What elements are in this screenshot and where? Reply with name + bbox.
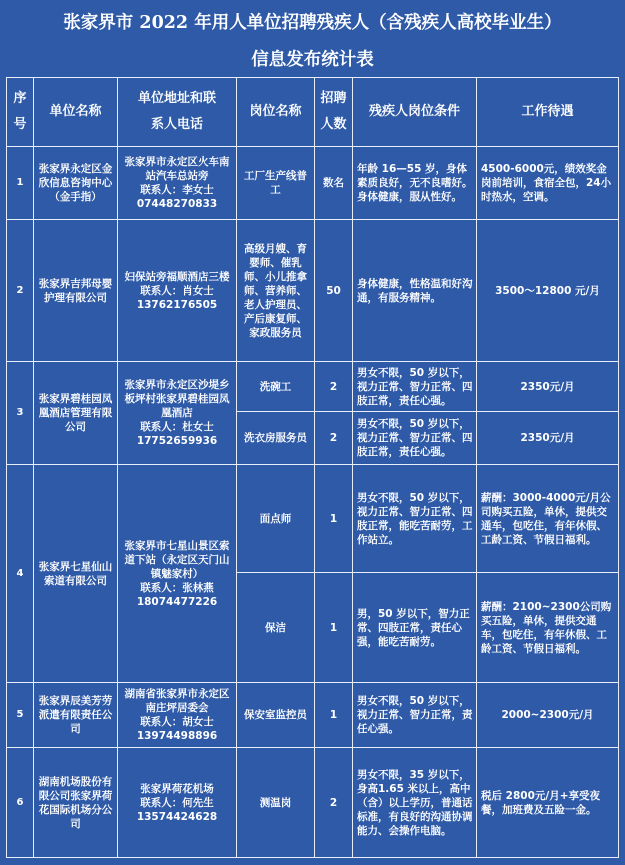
unit-address: 妇保站旁福顺酒店三楼 联系人：肖女士 13762176505	[118, 220, 237, 362]
job-condition: 男女不限，50 岁以下，视力正常、智力正常、四肢正常，责任心强。	[353, 412, 477, 465]
unit-address: 张家界市永定区沙堤乡板坪村张家界碧桂园凤凰酒店 联系人：杜女士 17752659936	[118, 362, 237, 465]
job-condition: 男女不限，50 岁以下，视力正常、智力正常、四肢正常，责任心强。	[353, 362, 477, 412]
table-row	[7, 362, 619, 412]
unit-name: 张家界永定区金欣信息咨询中心（金手指）	[34, 147, 118, 220]
job-salary: 2350元/月	[477, 412, 619, 465]
job-salary: 3500～12800 元/月	[477, 220, 619, 362]
position-title: 测温岗	[237, 748, 315, 858]
header-row	[7, 78, 619, 147]
job-salary: 薪酬：3000-4000元/月公司购买五险，单休，提供交通车，包吃住，有年休假、工龄工资、节假日福利。	[477, 465, 619, 573]
header-address: 单位地址和联 系人电话	[118, 78, 237, 147]
hire-count: 1	[315, 683, 353, 748]
hire-count: 2	[315, 748, 353, 858]
table-row	[7, 748, 619, 858]
job-salary: 税后 2800元/月+享受夜餐，加班费及五险一金。	[477, 748, 619, 858]
row-no: 4	[7, 465, 34, 683]
hire-count: 50	[315, 220, 353, 362]
unit-name: 张家界七星仙山索道有限公司	[34, 465, 118, 683]
job-condition: 男，50 岁以下，智力正常、四肢正常，责任心强，能吃苦耐劳。	[353, 573, 477, 683]
unit-name: 张家界碧桂园凤凰酒店管理有限公司	[34, 362, 118, 465]
job-salary: 4500-6000元，绩效奖金岗前培训，食宿全包，24小时热水，空调。	[477, 147, 619, 220]
position-title: 保安室监控员	[237, 683, 315, 748]
title-line-1: 张家界市 2022 年用人单位招聘残疾人（含残疾人高校毕业生）	[63, 13, 562, 33]
position-title: 高级月嫂、育婴师、催乳师、小儿推拿师、营养师、老人护理员、产后康复师、家政服务员	[237, 220, 315, 362]
unit-name: 张家界吉邦母婴护理有限公司	[34, 220, 118, 362]
header-no: 序 号	[7, 78, 34, 147]
hire-count: 1	[315, 465, 353, 573]
unit-address: 张家界荷花机场 联系人：何先生 13574424628	[118, 748, 237, 858]
recruitment-table	[6, 77, 619, 858]
row-no: 6	[7, 748, 34, 858]
hire-count: 数名	[315, 147, 353, 220]
job-condition: 男女不限，50 岁以下，视力正常、智力正常、四肢正常，能吃苦耐劳，工作站立。	[353, 465, 477, 573]
table-row	[7, 220, 619, 362]
table-row	[7, 683, 619, 748]
job-salary: 2000~2300元/月	[477, 683, 619, 748]
job-salary: 薪酬：2100~2300公司购买五险，单休，提供交通车，包吃住，有年休假、工龄工资、节假日福利。	[477, 573, 619, 683]
title-line-2: 信息发布统计表	[251, 50, 374, 70]
hire-count: 1	[315, 573, 353, 683]
job-salary: 2350元/月	[477, 362, 619, 412]
row-no: 2	[7, 220, 34, 362]
header-condition: 残疾人岗位条件	[353, 78, 477, 147]
header-unit: 单位名称	[34, 78, 118, 147]
job-condition: 年龄 16—55 岁，身体素质良好，无不良嗜好。身体健康，服从性好。	[353, 147, 477, 220]
hire-count: 2	[315, 362, 353, 412]
unit-address: 湖南省张家界市永定区南庄坪居委会 联系人：胡女士 13974498896	[118, 683, 237, 748]
table-row	[7, 465, 619, 573]
position-title: 面点师	[237, 465, 315, 573]
position-title: 洗衣房服务员	[237, 412, 315, 465]
document-title	[0, 0, 625, 76]
header-count: 招聘 人数	[315, 78, 353, 147]
header-salary: 工作待遇	[477, 78, 619, 147]
unit-name: 湖南机场股份有限公司张家界荷花国际机场分公司	[34, 748, 118, 858]
position-title: 保洁	[237, 573, 315, 683]
unit-name: 张家界辰美芳劳派遣有限责任公司	[34, 683, 118, 748]
job-condition: 身体健康，性格温和好沟通，有服务精神。	[353, 220, 477, 362]
position-title: 工厂生产线普工	[237, 147, 315, 220]
row-no: 3	[7, 362, 34, 465]
hire-count: 2	[315, 412, 353, 465]
unit-address: 张家界市七星山景区索道下站（永定区天门山镇魅家村） 联系人：张林燕 18074477226	[118, 465, 237, 683]
unit-address: 张家界市永定区火车南站汽车总站旁 联系人：李女士 07448270833	[118, 147, 237, 220]
position-title: 洗碗工	[237, 362, 315, 412]
job-condition: 男女不限，50 岁以下，视力正常、智力正常，责任心强。	[353, 683, 477, 748]
header-position: 岗位名称	[237, 78, 315, 147]
job-condition: 男女不限，35 岁以下，身高1.65 米以上，高中（含）以上学历，普通话标准，有良好的沟通协调能力、会操作电脑。	[353, 748, 477, 858]
row-no: 5	[7, 683, 34, 748]
table-row	[7, 147, 619, 220]
row-no: 1	[7, 147, 34, 220]
